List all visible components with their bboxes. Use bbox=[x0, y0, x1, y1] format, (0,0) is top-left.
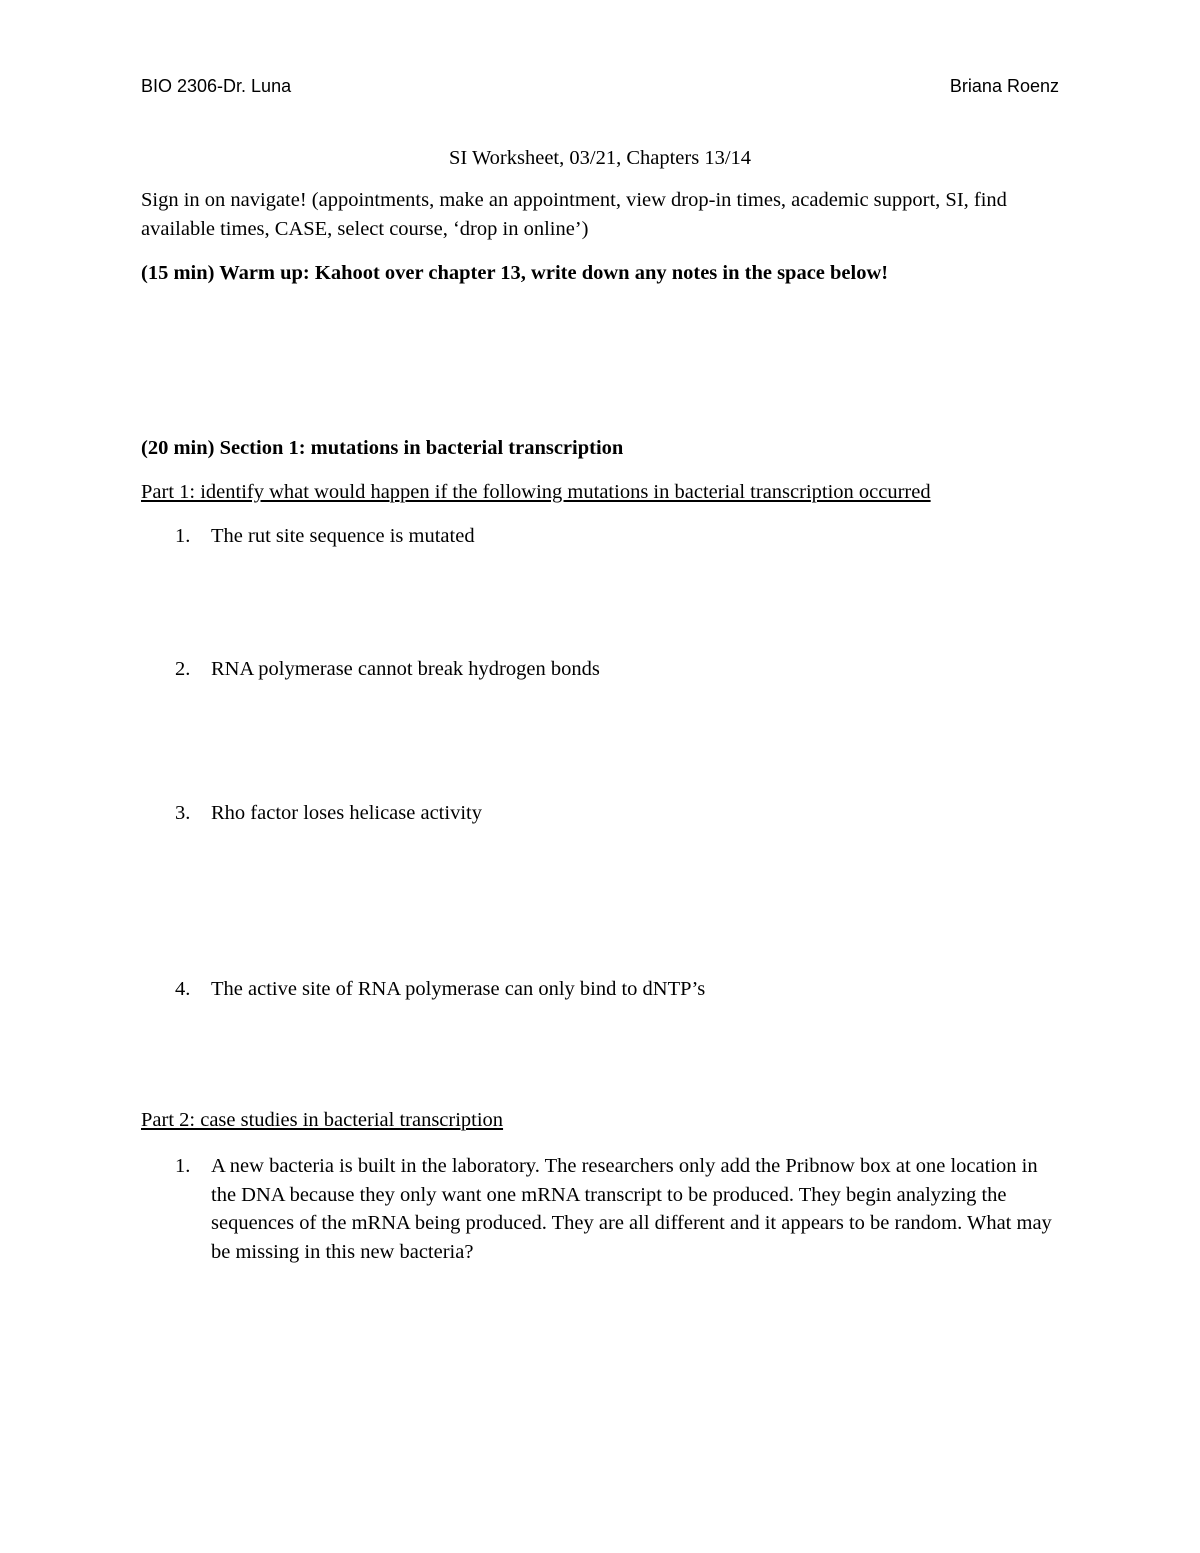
part2-heading-text: Part 2: case studies in bacterial transcription bbox=[141, 1109, 504, 1131]
intro-paragraph: Sign in on navigate! (appointments, make an appointment, view drop-in times, academic support, SI, find available times, CASE, select course, ‘drop in online’) bbox=[141, 189, 1007, 240]
header-course: BIO 2306-Dr. Luna bbox=[141, 76, 292, 96]
list-item: RNA polymerase cannot break hydrogen bonds bbox=[211, 658, 600, 680]
part2-heading bbox=[141, 1106, 1066, 1135]
part1-heading bbox=[141, 478, 1066, 507]
list-item-number: 1. bbox=[175, 1155, 191, 1177]
list-item: Rho factor loses helicase activity bbox=[211, 802, 482, 824]
list-item-number: 1. bbox=[175, 525, 191, 547]
list-item: The active site of RNA polymerase can only bind to dNTP’s bbox=[211, 978, 706, 1000]
part1-heading-text: Part 1: identify what would happen if the following mutations in bacterial transcription occurred bbox=[141, 481, 931, 503]
worksheet-title: SI Worksheet, 03/21, Chapters 13/14 bbox=[448, 147, 752, 169]
section1-heading: (20 min) Section 1: mutations in bacterial transcription bbox=[141, 437, 624, 459]
list-item-number: 2. bbox=[175, 658, 191, 680]
warmup-heading: (15 min) Warm up: Kahoot over chapter 13, write down any notes in the space below! bbox=[141, 262, 889, 284]
list-item-number: 3. bbox=[175, 802, 191, 824]
list-item: The rut site sequence is mutated bbox=[211, 525, 475, 547]
header-author: Briana Roenz bbox=[949, 76, 1059, 96]
list-item-number: 4. bbox=[175, 978, 191, 1000]
list-item: A new bacteria is built in the laboratory. The researchers only add the Pribnow box at one location in the DNA because they only want one mRNA transcript to be produced. They begin analyzing the sequences of the mRNA being produced. They are all different and it appears to be random. What may be missing in this new bacteria? bbox=[211, 1155, 1052, 1263]
